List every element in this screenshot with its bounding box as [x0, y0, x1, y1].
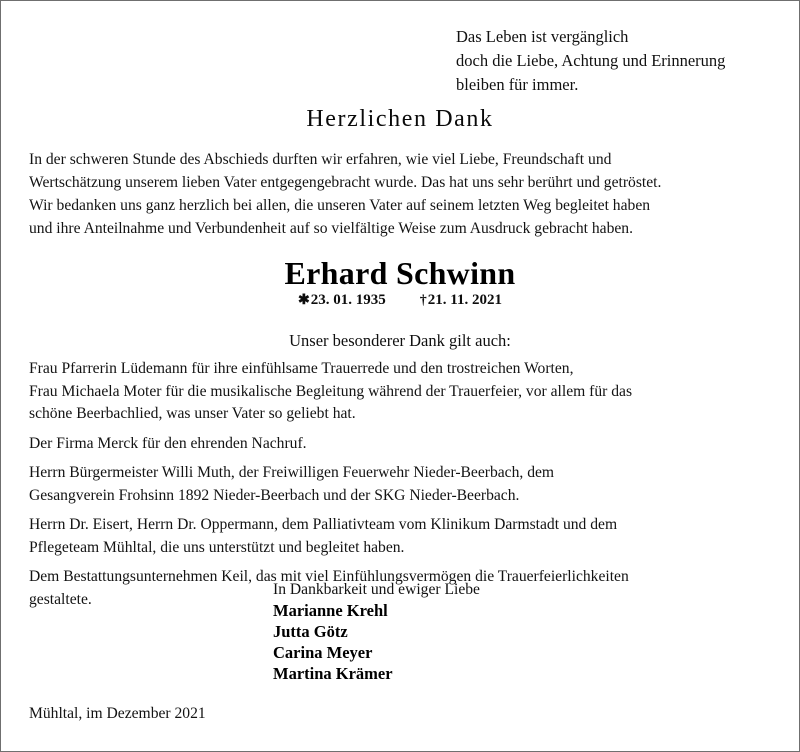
death-cross-icon: † — [419, 293, 427, 308]
paragraph-2-line-2: und ihre Anteilnahme und Verbundenheit auf so vielfältige Weise zum Ausdruck gebracht haben. — [29, 220, 633, 237]
place-and-date: Mühltal, im Dezember 2021 — [29, 705, 206, 722]
birth-date-group — [298, 292, 386, 308]
thanks-3-line-2: Gesangverein Frohsinn 1892 Nieder-Beerbach und der SKG Nieder-Beerbach. — [29, 486, 520, 504]
paragraph-1-line-1: In der schweren Stunde des Abschieds durften wir erfahren, wie viel Liebe, Freundschaft und — [29, 151, 612, 168]
thanks-5-line-2: gestaltete. — [29, 590, 92, 608]
thanks-item — [29, 514, 777, 559]
thanks-1-line-2: Frau Michaela Moter für die musikalische Begleitung während der Trauerfeier, vor allem für das — [29, 382, 633, 400]
signatory-name: Jutta Götz — [273, 622, 348, 641]
thanks-1-line-1: Frau Pfarrerin Lüdemann für ihre einfühlsame Trauerrede und den trostreichen Worten, — [29, 360, 574, 377]
thanks-item — [29, 462, 777, 507]
signature-intro: In Dankbarkeit und ewiger Liebe — [273, 581, 480, 598]
death-date: 21. 11. 2021 — [427, 292, 502, 308]
signature-block — [273, 579, 673, 684]
signatory-name: Martina Krämer — [273, 664, 393, 683]
verse-line-1: Das Leben ist vergänglich — [456, 27, 629, 46]
intro-paragraph-1 — [29, 148, 775, 194]
thanks-4-line-2: Pflegeteam Mühltal, die uns unterstützt und begleitet haben. — [29, 538, 405, 556]
signatory-name: Carina Meyer — [273, 643, 373, 662]
life-dates — [1, 292, 799, 309]
thanks-4-line-1: Herrn Dr. Eisert, Herrn Dr. Oppermann, dem Palliativteam vom Klinikum Darmstadt und dem — [29, 516, 618, 533]
death-date-group — [420, 292, 502, 308]
thank-you-heading: Herzlichen Dank — [306, 106, 494, 132]
thanks-item — [29, 433, 777, 456]
verse-line-2: doch die Liebe, Achtung und Erinnerung — [456, 51, 726, 70]
intro-paragraph-2 — [29, 194, 775, 240]
thanks-5-line-1: Dem Bestattungsunternehmen Keil, das mit viel Einfühlungsvermögen die Trauerfeierlichkeiten — [29, 568, 629, 585]
signatory-name: Marianne Krehl — [273, 601, 388, 620]
paragraph-2-line-1: Wir bedanken uns ganz herzlich bei allen, die unseren Vater auf seinem letzten Weg begleitet haben — [29, 197, 651, 214]
thanks-2-line-1: Der Firma Merck für den ehrenden Nachruf. — [29, 434, 307, 452]
paragraph-1-line-2: Wertschätzung unserem lieben Vater entgegengebracht wurde. Das hat uns sehr berührt und getröstet. — [29, 174, 662, 191]
thanks-item — [29, 358, 777, 426]
notice-inner — [1, 1, 799, 751]
thanks-3-line-1: Herrn Bürgermeister Willi Muth, der Freiwilligen Feuerwehr Nieder-Beerbach, dem — [29, 464, 555, 481]
birth-date: 23. 01. 1935 — [310, 292, 386, 308]
deceased-name: Erhard Schwinn — [284, 255, 516, 291]
special-thanks-subheading: Unser besonderer Dank gilt auch: — [289, 331, 511, 350]
thanks-1-line-3: schöne Beerbachlied, was unser Vater so geliebt hat. — [29, 405, 356, 422]
birth-star-icon: ✱ — [298, 293, 310, 308]
verse-line-3: bleiben für immer. — [456, 75, 579, 94]
verse-block — [456, 25, 786, 97]
